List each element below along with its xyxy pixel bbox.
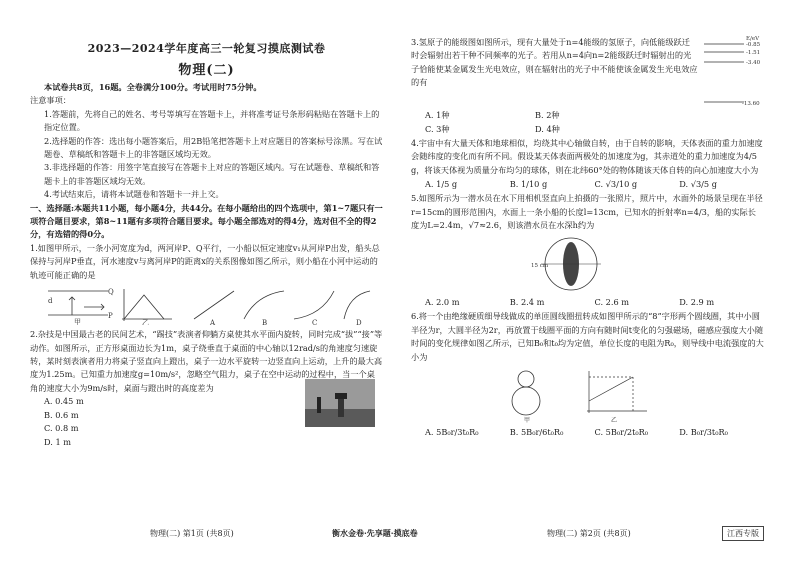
exam-info: 本试卷共8页，16题。全卷满分100分。考试用时75分钟。	[44, 82, 262, 92]
note-item: 2.选择题的作答：选出每小题答案后，用2B铅笔把答题卡上对应题目的答案标号涂黑。写在试题卷、草稿纸和答题卡上的非答题区域均无效。	[44, 135, 383, 160]
level-energy: -3.40	[746, 60, 761, 66]
acrobat-photo	[305, 379, 375, 427]
edition-badge: 江西专版	[722, 526, 764, 541]
q3-options-2	[411, 123, 645, 136]
question-5: 5.如图所示为一潜水员在水下用相机竖直向上拍摄的一张照片，照片中，水面外的场景呈现在半径r=15cm的圆形范围内，水面上一条小船的长度l=13cm，已知水的折射率n=4/3，船的实际长度为L=2.4m，√7≈2.6，则该潜水员在水深h约为	[411, 193, 763, 231]
note-item: 3.非选择题的作答：用签字笔直接写在答题卡上对应的答题区域内。写在试题卷、草稿纸和答题卡上的非答题区域均无效。	[44, 162, 380, 186]
option-d: D. 1 m	[44, 436, 72, 447]
option-a: A. 2.0 m	[425, 297, 460, 308]
option-b: B. 1/10 g	[509, 179, 548, 190]
option-b: B. 2种	[535, 110, 560, 120]
option-a: A. 1/5 g	[425, 179, 458, 190]
porthole-diagram	[531, 235, 611, 293]
svg-text:d: d	[48, 297, 53, 306]
option-d: D. √3/5 g	[679, 179, 717, 190]
q3-options	[411, 109, 645, 122]
q6-figure	[501, 367, 764, 423]
q4-options	[411, 178, 764, 191]
fig-jia: 甲	[524, 417, 531, 424]
question-3: 3.氢原子的能级图如图所示，现有大量处于n=4能级的氢原子，向低能级跃迁时会辐射出若干种不同频率的光子。若用从n=4向n=2能级跃迁时辐射出的光子恰能使某金属发生光电效应，则在辐射出的光子中不能使该金属发生光电效应的有	[411, 37, 698, 88]
fig-label-c: C	[312, 319, 318, 326]
svg-text:P: P	[108, 312, 113, 321]
level-energy: -13.60	[742, 101, 760, 107]
question-4: 4.宇宙中有大量天体和地球相似，均绕其中心轴做自转，由于自转的影响，天体表面的重力加速度会随纬度的变化而有所不同。假设某天体表面两极处的加速度为g，其赤道处的重力加速度为4/5 g，将该天体视为质量分布均匀的球体，则在北纬60°处的物体随该天体自转的向心加速度大小为	[411, 138, 763, 175]
exam-title: 2023—2024学年度高三一轮复习摸底测试卷	[87, 42, 326, 55]
q2-block	[30, 395, 383, 449]
q5-figure	[531, 235, 764, 293]
note-item: 4.考试结束后，请将本试题卷和答题卡一并上交。	[44, 189, 224, 200]
series-mark: 衡水金卷·先享题·摸底卷	[332, 528, 418, 538]
section-heading: 一、选择题:本题共11小题，每小题4分，共44分。在每小题给出的四个选项中，第1~7题只有一项符合题目要求，第8~11题有多项符合题目要求。每小题全部选对的得4分，选对但不全的得2分，有选错的得0分。	[30, 202, 383, 240]
fig-yi: 乙	[611, 417, 618, 424]
option-c: C. 5B₀r/2t₀R₀	[594, 427, 649, 438]
svg-text:Q: Q	[108, 288, 114, 297]
fig-label-a: A	[210, 319, 216, 326]
q6-options	[411, 426, 764, 439]
option-d: D. 2.9 m	[679, 297, 715, 308]
option-c: C. 2.6 m	[594, 297, 630, 308]
right-page	[397, 0, 794, 561]
option-c: C. 0.8 m	[44, 423, 79, 434]
q1-figure	[44, 285, 383, 325]
level-energy: -0.85	[746, 42, 761, 48]
option-a: A. 0.45 m	[44, 396, 84, 407]
b-t-graph	[581, 367, 651, 423]
question-1: 1.如图甲所示，一条小河宽度为d，两河岸P、Q平行，一小船以恒定速度v₁从河岸P出发，船头总保持与河岸P垂直，河水速度v与离河岸P的距离x的关系图像如图乙所示，则小船在小河中运动的轨迹可能正确的是	[30, 242, 380, 280]
level-energy: -1.51	[746, 50, 761, 56]
page-footer-right: 物理(二) 第2页 (共8页)	[547, 529, 631, 538]
energy-level-diagram	[702, 36, 764, 108]
note-item: 1.答题前，先将自己的姓名、考号等填写在答题卡上，并将准考证号条形码粘贴在答题卡上的指定位置。	[44, 108, 380, 133]
option-c: C. 3种	[425, 124, 450, 134]
q1-diagram	[44, 285, 374, 325]
notes-heading: 注意事项：	[30, 95, 71, 106]
option-a: A. 5B₀r/3t₀R₀	[425, 427, 479, 438]
level-unit: E/eV	[746, 36, 760, 42]
question-2: 2.杂技是中国最古老的民间艺术，“踢技”表演者仰躺方桌使其水平面内旋转，同时完成“拔”“接”等动作。如图所示，正方形桌面边长为1m，桌子绕垂直于桌面的中心轴以12rad/s的角速度匀速旋转，某时刻表演者用力将桌子竖直向上蹬出，桌子一边水平旋转一边竖直向上运动，上升的最大高度为1.25m。已知重力加速度g=10m/s²，忽略空气阻力，桌子在空中运动的过程中，当一个桌角的速度大小为9m/s时，桌面与蹬出时的高度差为	[30, 329, 383, 393]
subject-title: 物理(二)	[178, 63, 235, 78]
fig-yi: 乙	[142, 319, 149, 326]
q5-options	[411, 296, 764, 309]
option-a: A. 1种	[425, 110, 450, 120]
option-d: D. B₀r/3t₀R₀	[679, 427, 728, 438]
fig-jia: 甲	[74, 318, 81, 326]
question-6: 6.将一个由绝缘硬质细导线做成的单匝圆线圈扭转成如图甲所示的“8”字形两个圆线圈，其中小圆半径为r，大圆半径为2r，再放置于线圈平面的方向有随时间t变化的匀强磁场，磁感应强度大小随时间的变化规律如图乙所示，已知B₀和t₀均为定值，单位长度的电阻为R₀，则导线中电流强度的大小为	[411, 311, 764, 362]
option-b: B. 0.6 m	[44, 409, 79, 420]
option-b: B. 5B₀r/6t₀R₀	[509, 427, 564, 438]
figure-eight-coil	[501, 367, 551, 423]
q3-block	[411, 36, 764, 108]
option-d: D. 4种	[535, 124, 560, 134]
fig-label-d: D	[356, 319, 362, 326]
fig-label-b: B	[262, 319, 268, 326]
page-footer-left: 物理(二) 第1页 (共8页)	[150, 529, 234, 538]
q2-options	[30, 395, 305, 449]
option-b: B. 2.4 m	[509, 297, 545, 308]
radius-label: 15 cm	[531, 263, 549, 270]
option-c: C. √3/10 g	[594, 179, 638, 190]
